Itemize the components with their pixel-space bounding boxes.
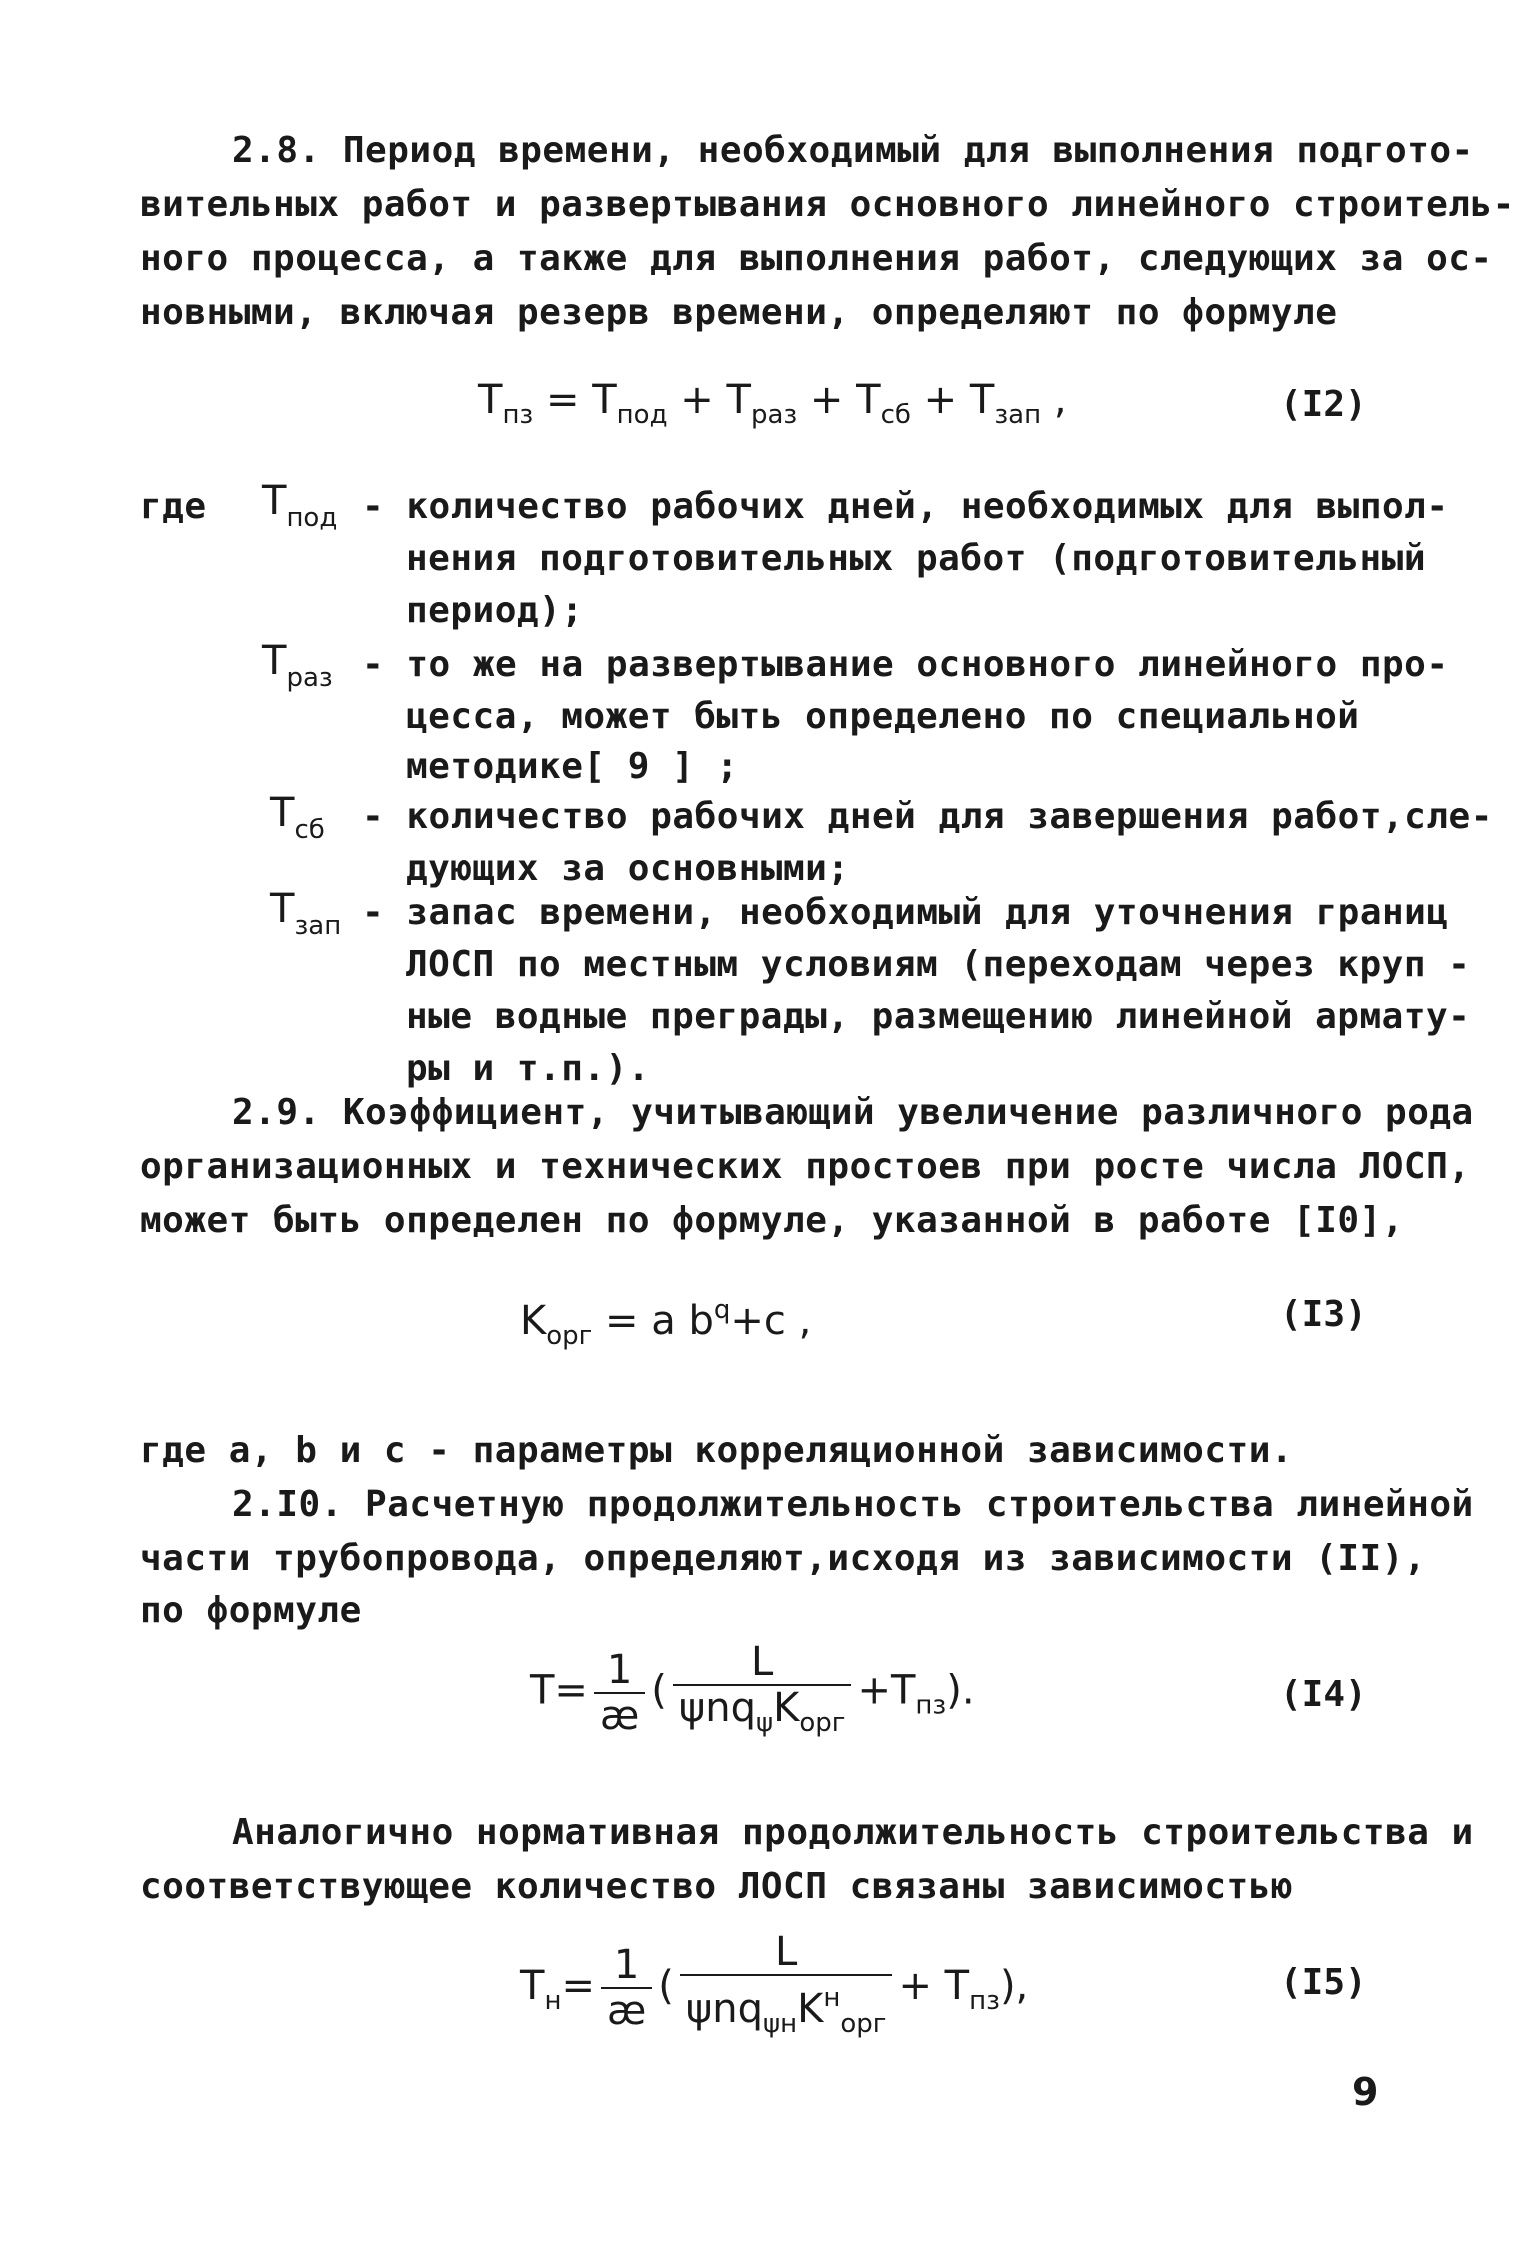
section-2-10-line-2: части трубопровода, определяют,исходя из зависимости (II),: [140, 1538, 1427, 1579]
t-raz-desc-line-3: методике[ 9 ] ;: [406, 746, 739, 787]
equation-14-number: (I4): [1280, 1674, 1367, 1715]
page-number: 9: [1352, 2070, 1379, 2114]
section-2-8-line-1: 2.8. Период времени, необходимый для выполнения подгото-: [232, 130, 1474, 171]
eq15-inner-fraction: $\frac{L}{\psi nq_{\psi н}K^н_{орг}}$: [680, 1930, 893, 2046]
section-2-8-line-3: ного процесса, а также для выполнения работ, следующих за ос-: [140, 238, 1493, 279]
equation-12: $T_{пз} = T_{под} + T_{раз} + T_{сб} + T_{зап}$ ,: [478, 377, 1067, 430]
symbol-t-zap: $T_{зап}$: [270, 886, 342, 941]
t-pod-desc-line-2: нения подготовительных работ (подготовительный: [406, 538, 1426, 579]
equation-13: $K_{орг} = a$ $b^q+c$ ,: [520, 1295, 812, 1351]
where-word: где: [140, 486, 207, 527]
section-2-8-line-4: новными, включая резерв времени, определяют по формуле: [140, 292, 1338, 333]
t-zap-desc-line-1: - запас времени, необходимый для уточнения границ: [362, 892, 1449, 933]
equation-15: $T_н=$ $\frac{1}{æ}$ ( $\frac{L}{\psi nq_{\psi н}K^н_{орг}}$ + $T_{пз}$),: [520, 1930, 1028, 2049]
analog-line-2: соответствующее количество ЛОСП связаны зависимостью: [140, 1866, 1294, 1907]
section-2-9-line-2: организационных и технических простоев при росте числа ЛОСП,: [140, 1146, 1471, 1187]
symbol-t-sb: $T_{сб}$: [270, 790, 325, 845]
t-pod-desc-line-1: - количество рабочих дней, необходимых для выпол-: [362, 486, 1449, 527]
equation-15-number: (I5): [1280, 1962, 1367, 2003]
t-pod-desc-line-3: период);: [406, 590, 584, 631]
equation-12-number: (I2): [1280, 384, 1367, 425]
equation-14: T= $\frac{1}{æ}$ ( $\frac{L}{\psi nq_\psi K_{орг}}$ $+T_{пз}$).: [530, 1640, 975, 1754]
t-zap-desc-line-3: ные водные преграды, размещению линейной армату-: [406, 996, 1471, 1037]
t-raz-desc-line-1: - то же на развертывание основного линейного про-: [362, 644, 1449, 685]
t-sb-desc-line-2: дующих за основными;: [406, 848, 850, 889]
section-2-9-line-3: может быть определен по формуле, указанной в работе [I0],: [140, 1200, 1404, 1241]
section-2-8-line-2: вительных работ и развертывания основного линейного строитель-: [140, 184, 1515, 225]
where-13-text: где a, b и c - параметры корреляционной зависимости.: [140, 1430, 1294, 1471]
eq14-fraction: $\frac{1}{æ}$: [594, 1648, 645, 1738]
symbol-t-pod: $T_{под}$: [262, 478, 338, 533]
t-sb-desc-line-1: - количество рабочих дней для завершения работ,сле-: [362, 796, 1493, 837]
analog-line-1: Аналогично нормативная продолжительность строительства и: [232, 1812, 1474, 1853]
section-2-10-line-1: 2.I0. Расчетную продолжительность строительства линейной: [232, 1484, 1474, 1525]
t-zap-desc-line-4: ры и т.п.).: [406, 1048, 650, 1089]
symbol-t-raz: $T_{раз}$: [262, 638, 333, 693]
t-zap-desc-line-2: ЛОСП по местным условиям (переходам через круп -: [406, 944, 1471, 985]
eq14-inner-fraction: $\frac{L}{\psi nq_\psi K_{орг}}$: [673, 1640, 852, 1745]
equation-13-number: (I3): [1280, 1294, 1367, 1335]
section-2-9-line-1: 2.9. Коэффициент, учитывающий увеличение различного рода: [232, 1092, 1474, 1133]
t-raz-desc-line-2: цесса, может быть определено по специальной: [406, 696, 1360, 737]
section-2-10-line-3: по формуле: [140, 1590, 362, 1631]
eq15-fraction: $\frac{1}{æ}$: [601, 1943, 652, 2033]
